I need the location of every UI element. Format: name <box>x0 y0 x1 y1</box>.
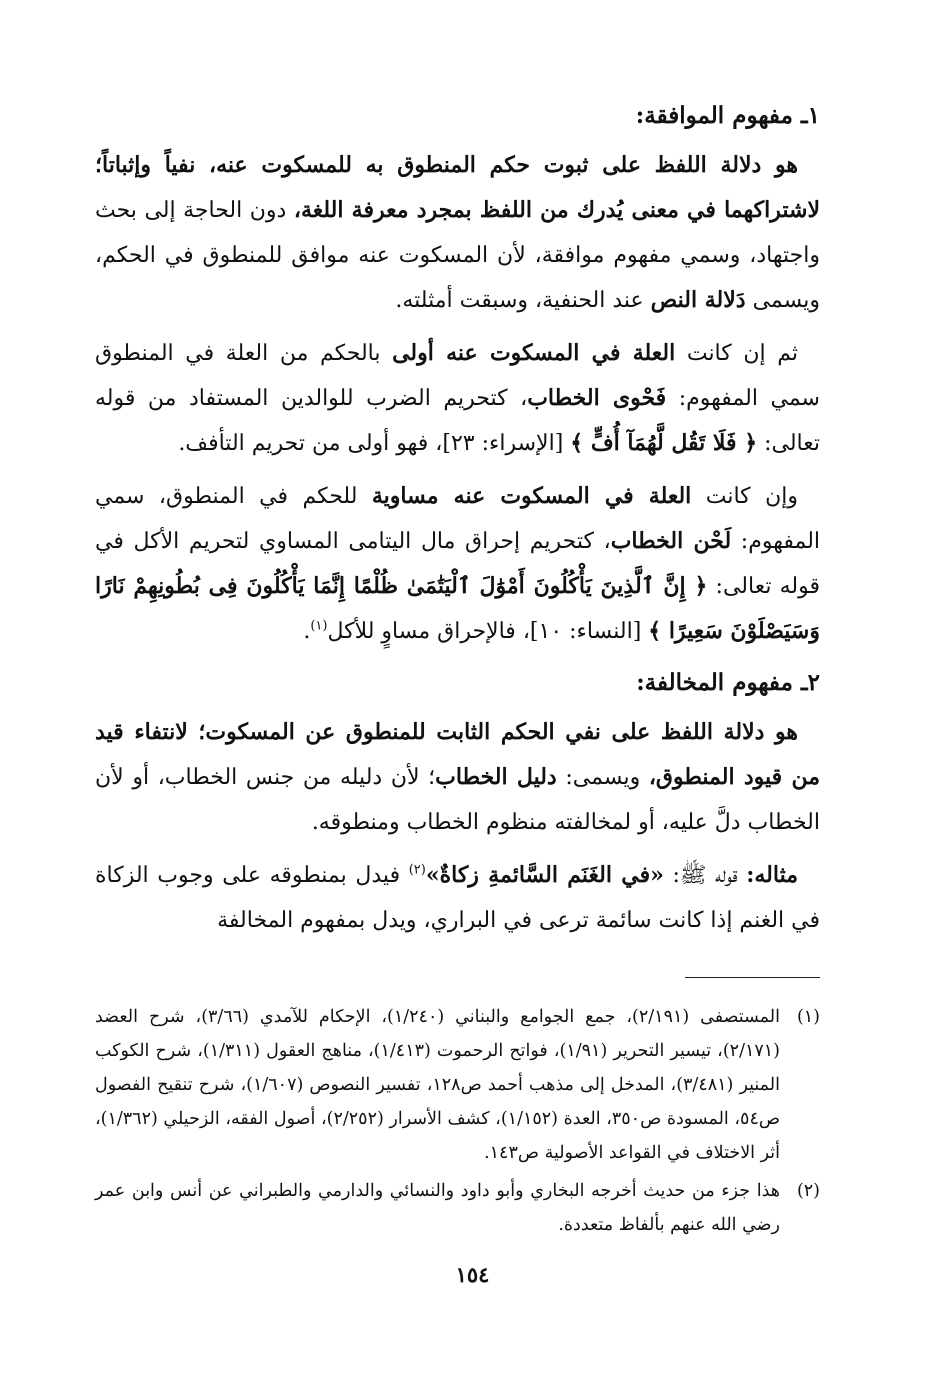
definition-bold: هو دلالة اللفظ على نفي الحكم الثابت للمنطوق عن المسكوت؛ لانتفاء قيد من قيود المنطوق، <box>95 719 821 790</box>
text-run: فيدل بمنطوقه على وجوب الزكاة في الغنم إذا كانت سائمة ترعى في البراري، ويدل بمفهوم المخالفة <box>95 863 820 933</box>
text-run: وإن كانت <box>691 484 798 509</box>
page-number: ١٥٤ <box>455 1262 490 1287</box>
text-run: للحكم في المنطوق، سمي المفهوم: <box>95 484 821 554</box>
footnote-number: (٢) <box>796 1181 820 1201</box>
footnote-ref[interactable]: (٢) <box>408 862 426 878</box>
text-run: . <box>303 619 311 644</box>
footnote-ref[interactable]: (١) <box>310 618 328 634</box>
footnote-divider <box>685 977 820 978</box>
definition-agreement <box>95 143 820 323</box>
term-fahwa: فَحْوى الخطاب <box>527 385 667 411</box>
text-run: [النساء: ١٠]، فالإحراق مساوٍ للأكل <box>327 619 649 644</box>
section-heading-contrary: ٢ـ مفهوم المخالفة: <box>636 669 820 696</box>
bold-run: العلة في المسكوت عنه مساوية <box>371 483 692 509</box>
footnote-number: (١) <box>796 1007 820 1027</box>
footnotes <box>95 1000 820 1242</box>
text-run: ثم إن كانت <box>675 341 798 366</box>
definition-end: عند الحنفية، وسبقت أمثلته. <box>395 288 651 313</box>
footnote-text: هذا جزء من حديث أخرجه البخاري وأبو داود والنسائي والدارمي والطبراني عن أنس وابن عمر رضي الله عنهم بألفاظ متعددة. <box>95 1181 780 1235</box>
bold-run: العلة في المسكوت عنه أولى <box>392 340 676 366</box>
paragraph-example <box>95 853 820 943</box>
footnote-text: المستصفى (٢/١٩١)، جمع الجوامع والبناني (١/٢٤٠)، الإحكام للآمدي (٣/٦٦)، شرح العضد (٢/١٧١)، تيسير التحرير (١/٩١)، فواتح الرحموت (١/٤١٣)، مناهج العقول (١/٣١١)، شرح الكوكب المنير (٣/٤٨١)، المدخل إلى مذهب أحمد ص١٢٨، تفسير النصوص (١/٦٠٧)، شرح تنقيح الفصول ص٥٤، المسودة ص٣٥٠، العدة (١/١٥٢)، كشف الأسرار (٢/٢٥٢)، أصول الفقه، الزحيلي (١/٣٦٢)، أثر الاختلاف في القواعد الأصولية ص١٤٣. <box>95 1007 781 1163</box>
hadith-quote: «في الغَنَم السَّائمةِ زكاةٌ» <box>425 862 664 888</box>
footnote-item <box>95 1000 820 1170</box>
paragraph-fahwa <box>95 331 820 466</box>
text-run: بالحكم من العلة في المنطوق سمي المفهوم: <box>95 341 820 411</box>
example-label: مثاله: <box>746 862 799 888</box>
text-run: قوله ﷺ: <box>663 863 747 888</box>
term-dalalat-nass: دَلالة النص <box>650 287 746 313</box>
text-run: ، كتحريم الضرب للوالدين المستفاد من قوله تعالى: <box>95 386 820 456</box>
text-run: [الإسراء: ٢٣]، فهو أولى من تحريم التأفف. <box>178 431 571 456</box>
quran-verse: ﴿ إِنَّ ٱلَّذِينَ يَأْكُلُونَ أَمْوَٰلَ ٱلْيَتَٰمَىٰ ظُلْمًا إِنَّمَا يَأْكُلُونَ فِى بُطُونِهِمْ نَارًا وَسَيَصْلَوْنَ سَعِيرًا ﴾ <box>95 573 820 644</box>
term-dalil-khitab: دليل الخطاب <box>435 764 557 790</box>
term-lahn: لَحْن الخطاب <box>610 528 732 554</box>
footnote-item <box>95 1174 820 1242</box>
definition-text: دون الحاجة إلى بحث واجتهاد، وسمي مفهوم موافقة، لأن المسكوت عنه موافق للمنطوق في الحكم، ويسمى <box>95 198 820 313</box>
definition-bold: هو دلالة اللفظ على ثبوت حكم المنطوق به للمسكوت عنه، نفياً وإثباتاً؛ لاشتراكهما في معنى يُدرك من اللفظ بمجرد معرفة اللغة، <box>95 152 820 223</box>
quran-verse: ﴿ فَلَا تَقُل لَّهُمَآ أُفٍّ ﴾ <box>570 430 758 456</box>
section-heading-agreement: ١ـ مفهوم الموافقة: <box>635 102 820 129</box>
definition-contrary <box>95 710 820 845</box>
page-body <box>95 95 820 1246</box>
text-run: ؛ لأن دليله من جنس الخطاب، أو لأن الخطاب دلَّ عليه، أو لمخالفته منظوم الخطاب ومنطوقه. <box>95 765 820 835</box>
paragraph-lahn <box>95 474 820 654</box>
text-run: ، كتحريم إحراق مال اليتامى المساوي لتحريم الأكل في قوله تعالى: <box>95 529 820 599</box>
text-run: ويسمى: <box>556 765 649 790</box>
